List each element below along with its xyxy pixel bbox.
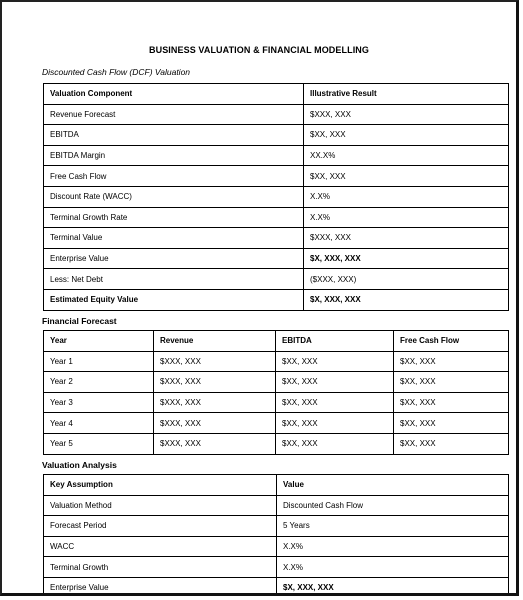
table-row <box>44 145 509 166</box>
table-row <box>44 186 509 207</box>
table-header-row <box>44 475 509 496</box>
table-row <box>44 104 509 125</box>
table-cell: $XX, XXX <box>276 413 394 434</box>
table-row <box>44 433 509 454</box>
table-cell: Forecast Period <box>44 516 277 537</box>
table-cell: $XXX, XXX <box>154 392 276 413</box>
table-cell: WACC <box>44 536 277 557</box>
table-cell: Free Cash Flow <box>44 166 304 187</box>
table-cell: $XX, XXX <box>394 433 509 454</box>
table-cell: Discount Rate (WACC) <box>44 186 304 207</box>
table-row <box>44 125 509 146</box>
table-row <box>44 577 509 596</box>
table-cell: $XX, XXX <box>394 351 509 372</box>
table-row <box>44 248 509 269</box>
table-cell: X.X% <box>304 186 509 207</box>
table-cell: EBITDA Margin <box>44 145 304 166</box>
table-cell: Year 1 <box>44 351 154 372</box>
table-row <box>44 413 509 434</box>
table-row <box>44 392 509 413</box>
document-title: BUSINESS VALUATION & FINANCIAL MODELLING <box>149 45 369 55</box>
table-cell: X.X% <box>304 207 509 228</box>
table-cell: $XX, XXX <box>304 125 509 146</box>
table-cell: X.X% <box>277 536 509 557</box>
column-header: Value <box>277 475 509 496</box>
table-cell: $XXX, XXX <box>154 351 276 372</box>
table-cell: $XX, XXX <box>394 372 509 393</box>
table-cell: $XXX, XXX <box>154 372 276 393</box>
table-row <box>44 289 509 310</box>
column-header: Valuation Component <box>44 84 304 105</box>
table-cell: Year 4 <box>44 413 154 434</box>
table-cell: Terminal Growth <box>44 557 277 578</box>
table-cell: $XX, XXX <box>304 166 509 187</box>
table-cell: Revenue Forecast <box>44 104 304 125</box>
table-row <box>44 536 509 557</box>
table-row <box>44 372 509 393</box>
table-cell: X.X% <box>277 557 509 578</box>
table-cell: $X, XXX, XXX <box>277 577 509 596</box>
table-cell: ($XXX, XXX) <box>304 269 509 290</box>
dcf-valuation-table <box>43 83 509 311</box>
valuation-analysis-table <box>43 474 509 596</box>
table-cell: Estimated Equity Value <box>44 289 304 310</box>
table-cell: XX.X% <box>304 145 509 166</box>
column-header: Revenue <box>154 331 276 352</box>
table-cell: Terminal Value <box>44 228 304 249</box>
table-row <box>44 516 509 537</box>
table-cell: $XXX, XXX <box>154 433 276 454</box>
table-cell: $XX, XXX <box>394 392 509 413</box>
table-cell: Enterprise Value <box>44 577 277 596</box>
table-row <box>44 269 509 290</box>
analysis-heading: Valuation Analysis <box>42 460 117 470</box>
table-row <box>44 228 509 249</box>
table-cell: $X, XXX, XXX <box>304 289 509 310</box>
financial-forecast-table <box>43 330 509 455</box>
table-cell: Discounted Cash Flow <box>277 495 509 516</box>
table-header-row <box>44 331 509 352</box>
table-cell: $XX, XXX <box>394 413 509 434</box>
table-cell: $XXX, XXX <box>304 104 509 125</box>
table-cell: $XX, XXX <box>276 392 394 413</box>
table-cell: EBITDA <box>44 125 304 146</box>
table-cell: $X, XXX, XXX <box>304 248 509 269</box>
forecast-heading: Financial Forecast <box>42 316 117 326</box>
column-header: Illustrative Result <box>304 84 509 105</box>
table-row <box>44 557 509 578</box>
table-cell: $XX, XXX <box>276 351 394 372</box>
table-cell: $XXX, XXX <box>304 228 509 249</box>
table-row <box>44 351 509 372</box>
column-header: EBITDA <box>276 331 394 352</box>
column-header: Year <box>44 331 154 352</box>
table-cell: $XX, XXX <box>276 433 394 454</box>
table-cell: 5 Years <box>277 516 509 537</box>
table-cell: Year 3 <box>44 392 154 413</box>
document-subtitle: Discounted Cash Flow (DCF) Valuation <box>42 67 191 77</box>
table-cell: Terminal Growth Rate <box>44 207 304 228</box>
table-row <box>44 207 509 228</box>
table-cell: Less: Net Debt <box>44 269 304 290</box>
table-cell: Year 2 <box>44 372 154 393</box>
table-cell: Year 5 <box>44 433 154 454</box>
table-row <box>44 166 509 187</box>
column-header: Key Assumption <box>44 475 277 496</box>
table-header-row <box>44 84 509 105</box>
table-cell: Valuation Method <box>44 495 277 516</box>
table-row <box>44 495 509 516</box>
table-cell: $XXX, XXX <box>154 413 276 434</box>
column-header: Free Cash Flow <box>394 331 509 352</box>
table-cell: Enterprise Value <box>44 248 304 269</box>
table-cell: $XX, XXX <box>276 372 394 393</box>
